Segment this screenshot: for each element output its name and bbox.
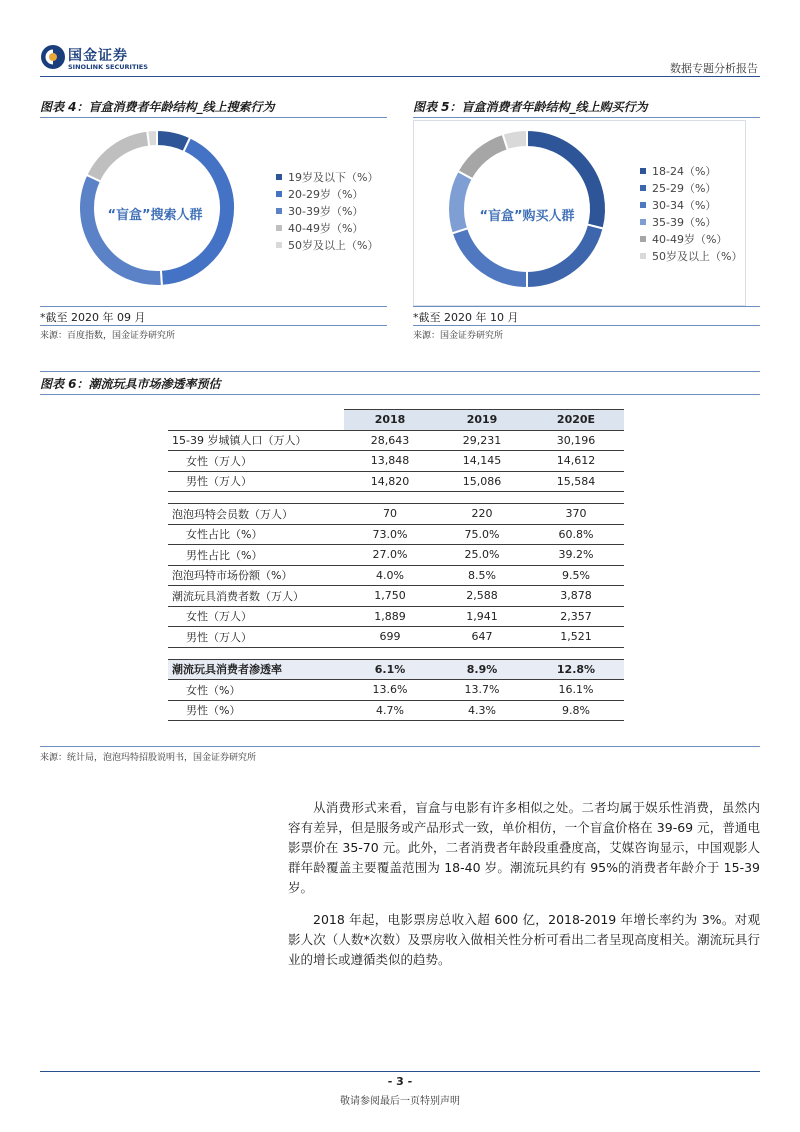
table-row — [168, 586, 624, 607]
donut-slice — [503, 130, 527, 150]
sinolink-logo-icon — [40, 44, 66, 70]
table-row — [168, 524, 624, 545]
figure4-chart — [40, 120, 387, 306]
table-spacer-row — [168, 492, 624, 504]
legend-label: 30-34（%） — [652, 199, 717, 212]
table-row-label: 男性（%） — [168, 700, 344, 721]
donut-slice — [458, 134, 508, 179]
figure4-note: *截至 2020 年 09 月 — [40, 311, 146, 324]
table-row — [168, 700, 624, 721]
header-divider — [40, 76, 760, 77]
legend-item — [276, 203, 378, 220]
table-spacer-cell — [528, 492, 624, 504]
table-cell: 14,612 — [528, 451, 624, 472]
table-cell: 1,889 — [344, 606, 436, 627]
table-row — [168, 430, 624, 451]
legend-item — [640, 248, 742, 265]
figure5-note: *截至 2020 年 10 月 — [413, 311, 519, 324]
legend-label: 19岁及以下（%） — [288, 171, 379, 184]
table-spacer-cell — [528, 647, 624, 659]
table-cell: 6.1% — [344, 659, 436, 680]
table-row — [168, 471, 624, 492]
legend-item — [276, 169, 378, 186]
figure5-donut-chart — [426, 125, 626, 305]
body-paragraph: 从消费形式来看，盲盒与电影有许多相似之处。二者均属于娱乐性消费，虽然内容有差异，但是服务或产品形式一致，单价相仿，一个盲盒价格在 39-69 元，普通电影票价在 35-70 元。此外，二者消费者年龄段重叠度高，艾媒咨询显示，中国观影人群年龄覆盖主要覆盖范围为 18-40 岁。潮流玩具约有 95%的消费者年龄介于 15-39 岁。 — [288, 800, 760, 895]
legend-swatch-icon — [276, 225, 282, 231]
body-paragraph: 2018 年起，电影票房总收入超 600 亿，2018-2019 年增长率约为 3%。对观影人次（人数*次数）及票房收入做相关性分析可看出二者呈现高度相关。潮流玩具行业的增长或遵循类似的趋势。 — [288, 912, 760, 967]
table-row-label: 男性（万人） — [168, 471, 344, 492]
legend-label: 50岁及以上（%） — [652, 250, 743, 263]
legend-swatch-icon — [640, 185, 646, 191]
table-header-cell: 2020E — [528, 410, 624, 431]
figure5-bottom-rule — [413, 306, 760, 307]
table-cell: 647 — [436, 627, 528, 648]
legend-swatch-icon — [640, 236, 646, 242]
table-cell: 9.5% — [528, 565, 624, 586]
legend-item — [276, 220, 378, 237]
table-row-label: 15-39 岁城镇人口（万人） — [168, 430, 344, 451]
figure4-donut-chart — [78, 124, 278, 304]
table-cell: 220 — [436, 504, 528, 525]
table-cell: 16.1% — [528, 680, 624, 701]
table-cell: 1,941 — [436, 606, 528, 627]
figure6-title: 图表 6：潮流玩具市场渗透率预估 — [40, 377, 221, 391]
logo-text-cn: 国金证券 — [68, 48, 128, 64]
company-logo — [40, 44, 150, 74]
table-cell: 2,588 — [436, 586, 528, 607]
table-spacer-row — [168, 647, 624, 659]
legend-swatch-icon — [276, 208, 282, 214]
table-row-label: 女性占比（%） — [168, 524, 344, 545]
table-cell: 39.2% — [528, 545, 624, 566]
figure5-title: 图表 5：盲盒消费者年龄结构_线上购买行为 — [413, 100, 648, 114]
table-row-label: 女性（万人） — [168, 606, 344, 627]
table-cell: 8.9% — [436, 659, 528, 680]
report-type: 数据专题分析报告 — [670, 62, 758, 75]
table-cell: 3,878 — [528, 586, 624, 607]
figure5-chart — [413, 120, 746, 306]
table-row-label: 潮流玩具消费者数（万人） — [168, 586, 344, 607]
figure6-title-rule — [40, 394, 760, 395]
figure5-source-rule — [413, 325, 760, 326]
figure5-legend — [640, 163, 742, 265]
table-cell: 2,357 — [528, 606, 624, 627]
table-cell: 9.8% — [528, 700, 624, 721]
table-row-label: 女性（万人） — [168, 451, 344, 472]
table-cell: 699 — [344, 627, 436, 648]
legend-swatch-icon — [276, 174, 282, 180]
table-cell: 29,231 — [436, 430, 528, 451]
donut-slice — [147, 130, 157, 146]
table-cell: 13.6% — [344, 680, 436, 701]
table-cell: 12.8% — [528, 659, 624, 680]
table-spacer-cell — [168, 492, 344, 504]
legend-swatch-icon — [640, 219, 646, 225]
table-cell: 73.0% — [344, 524, 436, 545]
table-row — [168, 451, 624, 472]
table-row — [168, 606, 624, 627]
penetration-table — [168, 409, 624, 721]
figure4-top-rule — [40, 117, 387, 118]
legend-label: 25-29（%） — [652, 182, 717, 195]
table-header-cell — [168, 410, 344, 431]
donut-slice — [527, 224, 604, 288]
figure6-bottom-rule — [40, 746, 760, 747]
table-cell: 14,145 — [436, 451, 528, 472]
donut-slice — [79, 175, 162, 286]
legend-item — [276, 186, 378, 203]
legend-swatch-icon — [640, 253, 646, 259]
legend-item — [640, 180, 742, 197]
footer-disclaimer: 敬请参阅最后一页特别声明 — [340, 1096, 460, 1107]
figure6-top-rule — [40, 371, 760, 372]
legend-item — [640, 197, 742, 214]
table-row-label: 潮流玩具消费者渗透率 — [168, 659, 344, 680]
figure5-top-rule — [413, 117, 760, 118]
table-row-label: 男性占比（%） — [168, 545, 344, 566]
figure4-bottom-rule — [40, 306, 387, 307]
legend-item — [640, 163, 742, 180]
table-cell: 1,750 — [344, 586, 436, 607]
figure4-center-label: “盲盒”搜索人群 — [107, 208, 203, 223]
figure6-source: 来源：统计局，泡泡玛特招股说明书，国金证券研究所 — [40, 753, 257, 763]
legend-label: 40-49岁（%） — [288, 222, 364, 235]
legend-label: 40-49岁（%） — [652, 233, 728, 246]
donut-slice — [86, 131, 149, 182]
legend-swatch-icon — [640, 202, 646, 208]
table-cell: 15,086 — [436, 471, 528, 492]
table-row-label: 女性（%） — [168, 680, 344, 701]
table-cell: 28,643 — [344, 430, 436, 451]
table-spacer-cell — [344, 647, 436, 659]
legend-label: 50岁及以上（%） — [288, 239, 379, 252]
legend-label: 20-29岁（%） — [288, 188, 364, 201]
table-cell: 8.5% — [436, 565, 528, 586]
legend-label: 18-24（%） — [652, 165, 717, 178]
table-cell: 15,584 — [528, 471, 624, 492]
table-row — [168, 627, 624, 648]
legend-item — [276, 237, 378, 254]
table-cell: 13,848 — [344, 451, 436, 472]
legend-label: 35-39（%） — [652, 216, 717, 229]
legend-item — [640, 214, 742, 231]
legend-swatch-icon — [276, 191, 282, 197]
page-header — [40, 44, 760, 76]
figure4-title: 图表 4：盲盒消费者年龄结构_线上搜索行为 — [40, 100, 275, 114]
logo-text-en: SINOLINK SECURITIES — [68, 63, 148, 71]
legend-swatch-icon — [276, 242, 282, 248]
table-row — [168, 504, 624, 525]
table-row-label: 男性（万人） — [168, 627, 344, 648]
table-cell: 30,196 — [528, 430, 624, 451]
table-row-label: 泡泡玛特市场份额（%） — [168, 565, 344, 586]
table-spacer-cell — [344, 492, 436, 504]
figure4-legend — [276, 169, 378, 254]
table-header-row — [168, 410, 624, 431]
figure5-source: 来源：国金证券研究所 — [413, 331, 504, 341]
table-cell: 75.0% — [436, 524, 528, 545]
table-cell: 1,521 — [528, 627, 624, 648]
legend-label: 30-39岁（%） — [288, 205, 364, 218]
figure5-center-label: “盲盒”购买人群 — [479, 209, 575, 224]
table-cell: 4.0% — [344, 565, 436, 586]
table-row-label: 泡泡玛特会员数（万人） — [168, 504, 344, 525]
table-header-cell: 2018 — [344, 410, 436, 431]
body-text — [288, 798, 760, 982]
table-row — [168, 659, 624, 680]
table-spacer-cell — [168, 647, 344, 659]
table-cell: 70 — [344, 504, 436, 525]
table-spacer-cell — [436, 647, 528, 659]
table-cell: 370 — [528, 504, 624, 525]
legend-swatch-icon — [640, 168, 646, 174]
table-cell: 14,820 — [344, 471, 436, 492]
donut-slice — [448, 171, 473, 233]
table-row — [168, 565, 624, 586]
table-cell: 13.7% — [436, 680, 528, 701]
table-cell: 25.0% — [436, 545, 528, 566]
page-number: - 3 - — [387, 1075, 413, 1088]
footer-divider — [40, 1071, 760, 1072]
table-spacer-cell — [436, 492, 528, 504]
table-cell: 27.0% — [344, 545, 436, 566]
figure4-source: 来源：百度指数，国金证券研究所 — [40, 331, 176, 341]
table-header-cell: 2019 — [436, 410, 528, 431]
table-cell: 4.7% — [344, 700, 436, 721]
table-cell: 4.3% — [436, 700, 528, 721]
table-row — [168, 680, 624, 701]
legend-item — [640, 231, 742, 248]
donut-slice — [452, 228, 527, 288]
figure4-source-rule — [40, 325, 387, 326]
table-cell: 60.8% — [528, 524, 624, 545]
table-row — [168, 545, 624, 566]
